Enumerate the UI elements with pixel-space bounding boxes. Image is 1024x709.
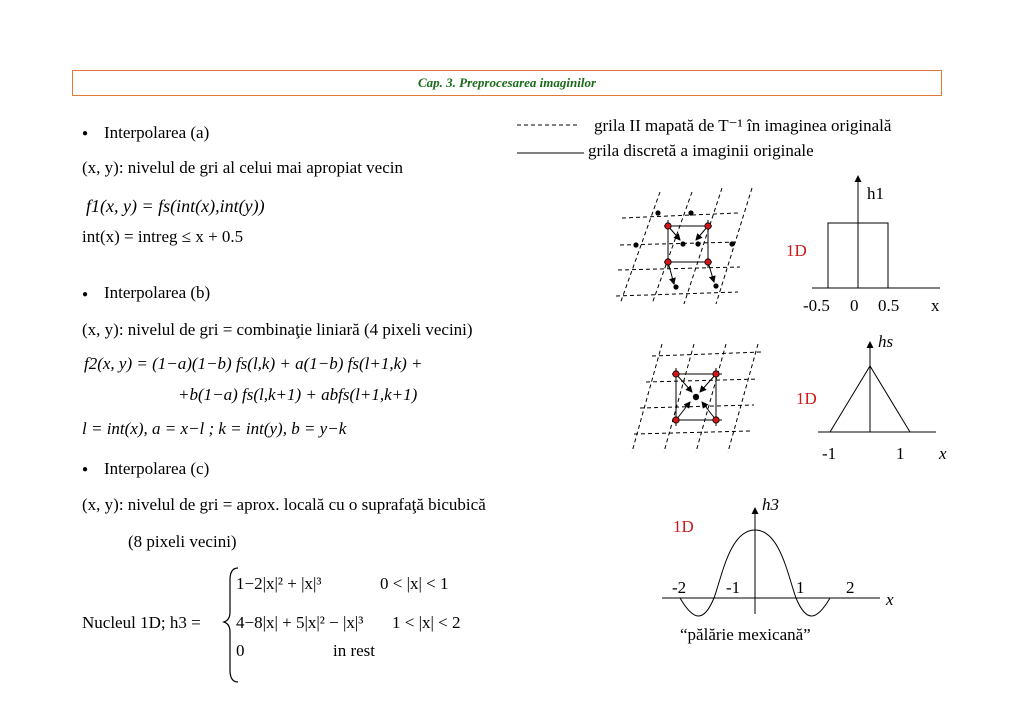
plot2-xlabel: x (939, 444, 947, 463)
section-c-desc2: (8 pixeli vecini) (128, 532, 237, 551)
kernel-label: Nucleul 1D; h3 = (82, 613, 201, 632)
section-b-eq3: l = int(x), a = x−l ; k = int(y), b = y−k (82, 419, 347, 438)
section-b-desc: (x, y): nivelul de gri = combinaţie liniară (4 pixeli vecini) (82, 320, 473, 339)
cond-1: 0 < |x| < 1 (380, 574, 449, 593)
plot3-ylabel: h3 (762, 495, 779, 514)
section-c-title: Interpolarea (c) (104, 459, 210, 478)
plot3-tick-1: -1 (726, 578, 741, 597)
section-a-desc: (x, y): nivelul de gri al celui mai apropiat vecin (82, 158, 403, 177)
plot1-xlabel: x (931, 296, 940, 315)
plot2-tick-0: -1 (822, 444, 837, 463)
section-b-eq2: +b(1−a) fs(l,k+1) + abfs(l+1,k+1) (178, 385, 418, 404)
page-header: Cap. 3. Preprocesarea imaginilor (72, 70, 942, 96)
piecewise-brace (224, 568, 238, 682)
legend-solid-text: grila discretă a imaginii originale (588, 141, 814, 160)
section-c-desc: (x, y): nivelul de gri = aprox. locală cu o suprafaţă bicubică (82, 495, 486, 514)
plot3-caption: “pălărie mexicană” (680, 625, 811, 644)
plot1-tick-2: 0.5 (878, 296, 900, 315)
plot3-tick-2: 1 (796, 578, 805, 597)
section-a-title: Interpolarea (a) (104, 123, 210, 142)
plot1-tick-0: -0.5 (803, 296, 830, 315)
cond-2: 1 < |x| < 2 (392, 613, 461, 632)
plot2-ylabel: hs (878, 332, 894, 351)
bullet-a: ● (82, 128, 89, 139)
plot2-axes (818, 342, 936, 432)
section-a-eq2: int(x) = intreg ≤ x + 0.5 (82, 227, 244, 246)
case-2: 4−8|x| + 5|x|² − |x|³ (236, 613, 364, 632)
section-b-eq1: f2(x, y) = (1−a)(1−b) fs(l,k) + a(1−b) fs(l+1,k) + (84, 354, 423, 373)
plot1-tick-1: 0 (850, 296, 859, 315)
plot3-axes (662, 508, 880, 616)
plot1-ylabel: h1 (867, 184, 884, 203)
plot1-axes (812, 176, 940, 288)
case-3: 0 (236, 641, 245, 660)
cond-3: in rest (333, 641, 376, 660)
plot3-tick-0: -2 (672, 578, 687, 597)
bullet-b: ● (82, 289, 89, 300)
plot2-tick-1: 1 (896, 444, 905, 463)
plot3-tick-3: 2 (846, 578, 855, 597)
plot2-tag: 1D (796, 389, 817, 408)
case-1: 1−2|x|² + |x|³ (236, 574, 322, 593)
grid-diagram-1-points (633, 210, 734, 289)
section-b-title: Interpolarea (b) (104, 283, 211, 302)
plot3-xlabel: x (886, 590, 894, 609)
section-a-eq1: f1(x, y) = fs(int(x),int(y)) (86, 196, 265, 216)
legend-dashed-text: grila II mapată de T⁻¹ în imaginea originală (594, 116, 892, 135)
bullet-c: ● (82, 464, 89, 475)
plot1-tag: 1D (786, 241, 807, 260)
plot3-tag: 1D (673, 517, 694, 536)
